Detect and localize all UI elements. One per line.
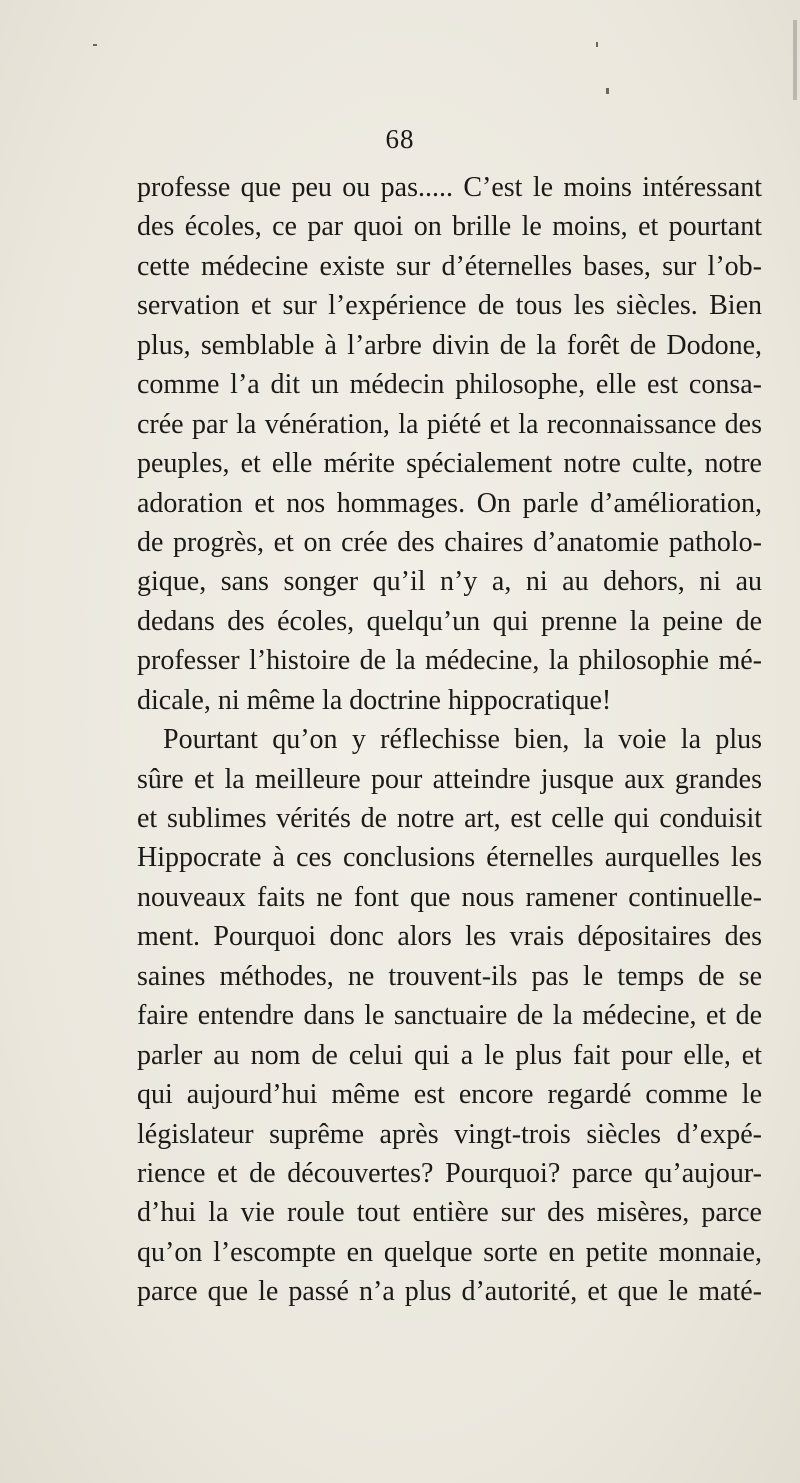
- scan-speck: [596, 42, 598, 47]
- text-line: d’hui la vie roule tout entière sur des misères, parce: [137, 1197, 762, 1229]
- text-line: adoration et nos hommages. On parle d’amélioration,: [137, 487, 762, 519]
- text-line: dedans des écoles, quelqu’un qui prenne la peine de: [137, 605, 762, 637]
- text-line: législateur suprême après vingt-trois siècles d’expé-: [137, 1118, 762, 1150]
- text-line: cette médecine existe sur d’éternelles bases, sur l’ob-: [137, 250, 762, 282]
- text-line: professer l’histoire de la médecine, la philosophie mé-: [137, 645, 762, 677]
- text-line: parler au nom de celui qui a le plus fait pour elle, et: [137, 1039, 762, 1071]
- text-line: Hippocrate à ces conclusions éternelles aurquelles les: [137, 842, 762, 874]
- text-line: crée par la vénération, la piété et la reconnaissance des: [137, 408, 762, 440]
- page-number: 68: [385, 124, 415, 154]
- text-line: saines méthodes, ne trouvent-ils pas le temps de se: [137, 960, 762, 992]
- text-line: qu’on l’escompte en quelque sorte en petite monnaie,: [137, 1236, 762, 1268]
- text-line: peuples, et elle mérite spécialement notre culte, notre: [137, 448, 762, 480]
- text-line: rience et de découvertes? Pourquoi? parce qu’aujour-: [137, 1157, 762, 1189]
- scan-speck: [606, 88, 609, 94]
- text-line: plus, semblable à l’arbre divin de la forêt de Dodone,: [137, 329, 762, 361]
- text-line: des écoles, ce par quoi on brille le moins, et pourtant: [137, 211, 762, 243]
- text-line: dicale, ni même la doctrine hippocratique!: [137, 684, 612, 716]
- text-line: faire entendre dans le sanctuaire de la médecine, et de: [137, 1000, 762, 1032]
- body-text: [137, 168, 762, 1312]
- text-line: comme l’a dit un médecin philosophe, elle est consa-: [137, 369, 762, 401]
- text-line: qui aujourd’hui même est encore regardé comme le: [137, 1079, 762, 1111]
- text-line: de progrès, et on crée des chaires d’anatomie patholo-: [137, 526, 762, 558]
- scan-speck: [793, 20, 797, 100]
- text-line: et sublimes vérités de notre art, est celle qui conduisit: [137, 803, 762, 834]
- text-line: servation et sur l’expérience de tous les siècles. Bien: [137, 290, 762, 322]
- text-line: parce que le passé n’a plus d’autorité, et que le maté-: [137, 1276, 762, 1308]
- text-line: nouveaux faits ne font que nous ramener continuelle-: [137, 881, 762, 913]
- text-line: gique, sans songer qu’il n’y a, ni au dehors, ni au: [137, 566, 762, 598]
- scan-speck: [93, 44, 97, 46]
- text-line: professe que peu ou pas..... C’est le moins intéressant: [137, 172, 762, 203]
- text-line: Pourtant qu’on y réflechisse bien, la voie la plus: [163, 724, 762, 756]
- text-line: sûre et la meilleure pour atteindre jusque aux grandes: [137, 763, 762, 795]
- text-line: ment. Pourquoi donc alors les vrais dépositaires des: [137, 921, 762, 953]
